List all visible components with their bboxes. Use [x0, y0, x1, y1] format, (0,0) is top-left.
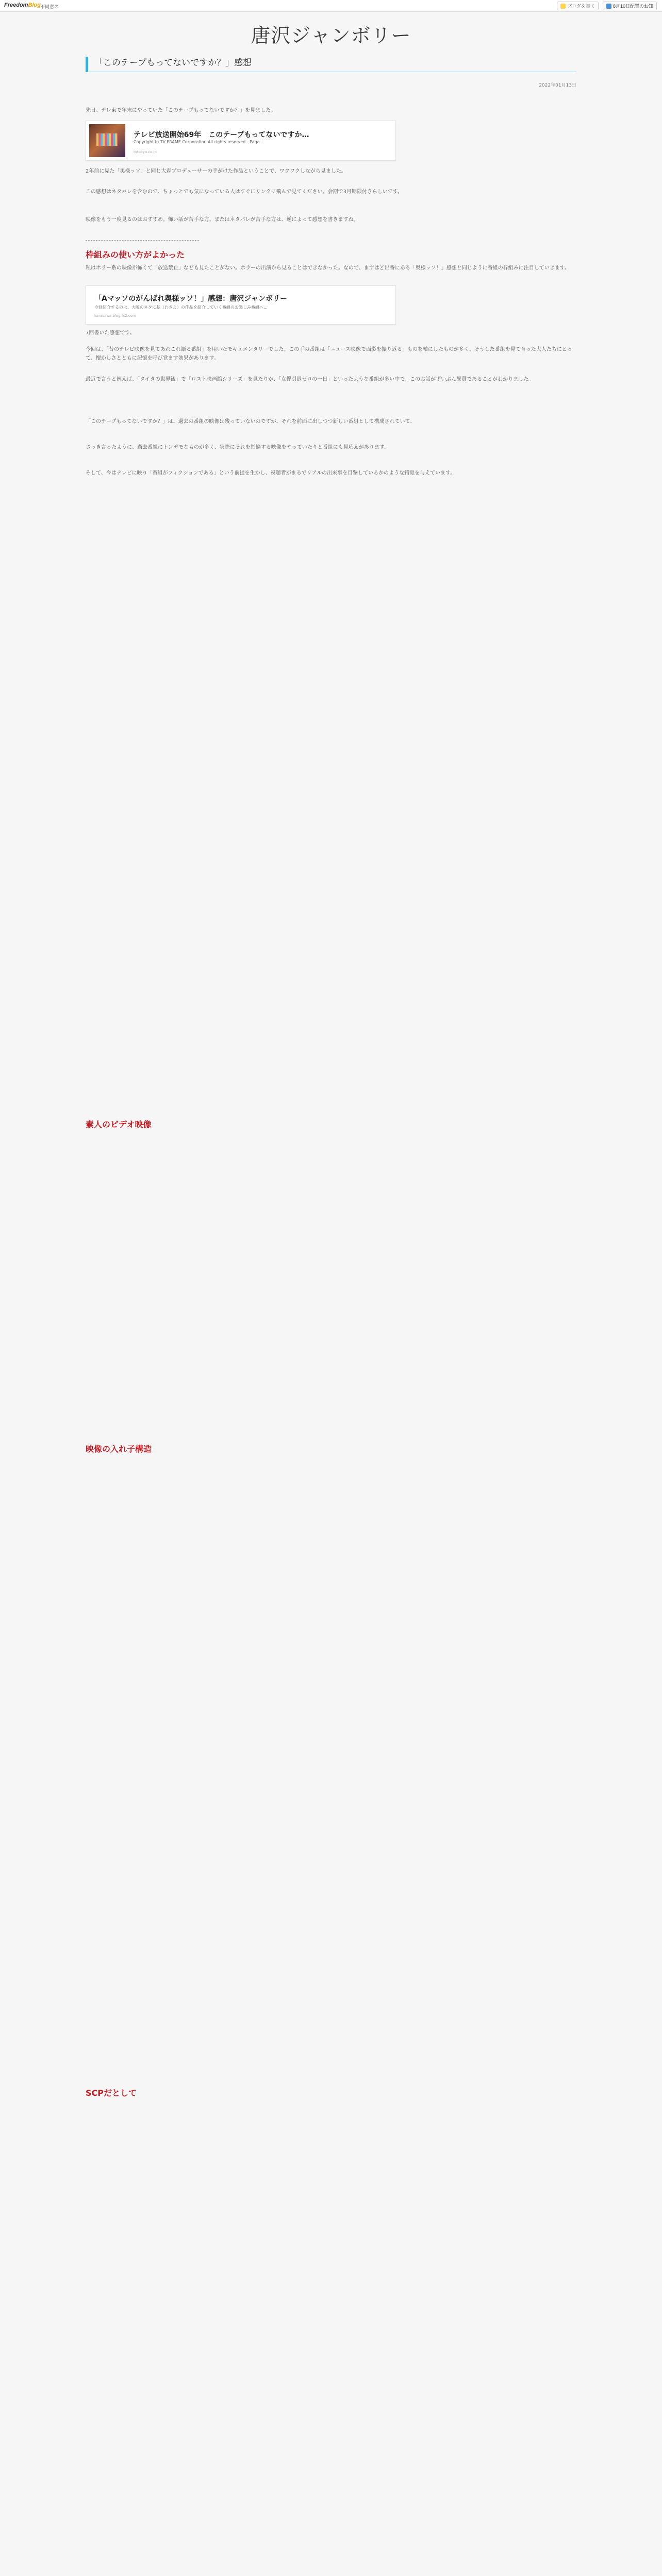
- section-heading: 枠組みの使い方がよかった: [86, 250, 185, 260]
- entry-title: 「このテープもってないですか？」感想: [86, 57, 576, 72]
- section-heading: SCPだとして: [86, 2088, 137, 2098]
- embed-title[interactable]: テレビ放送開始69年 このテープもってないですか…: [134, 131, 309, 139]
- paragraph: 最近で言うと例えば、「タイタの世界観」で「ロスト映画館シリーズ」を見たりか、「女優引退ゼロの一日」といったような番組が多い中で、このお話がずいぶん異質であることがわかりました。: [86, 377, 534, 382]
- top-bar-actions: [557, 2, 657, 10]
- entry-date: 2022年01月13日: [539, 83, 576, 88]
- top-bar: [0, 0, 662, 12]
- top-bar-tagline: 不同意の: [40, 4, 59, 9]
- embed-source: karasawa.blog.fc2.com: [94, 314, 136, 318]
- news-button[interactable]: 8月10日配置のお知: [603, 2, 657, 10]
- embed-card[interactable]: [86, 285, 396, 325]
- site-logo[interactable]: FreedomBlog: [4, 2, 41, 8]
- news-icon: [606, 4, 611, 9]
- paragraph: 私はホラー系の映像が怖くて「放送禁止」なども見たことがない。ホラーの出演から見ることはできなかった。なので、まずはど出番にある「奥様ッソ！」感想と同じように番組の枠組みに注目していきます。: [86, 265, 570, 271]
- dashed-divider: [86, 240, 199, 241]
- paragraph: この感想はネタバレを含むので、ちょっとでも気になっている人はすぐにリンクに飛んで見てください。会期で3月期限付きらしいです。: [86, 189, 403, 195]
- paragraph: 今回は、「昔のテレビ映像を見てあれこれ語る番組」を用いたモキュメンタリーでした。この手の番組は「ニュース映像で面影を振り返る」ものを軸にしたものが多く、そうした番組を見て育った大人たちにとって、懐かしさとともに記憶を呼び覚ます効果があります。: [86, 347, 572, 361]
- write-blog-button[interactable]: ブログを書く: [557, 2, 599, 10]
- paragraph: 7回書いた感想です。: [86, 330, 135, 336]
- embed-description: 今回紹介するのは、大阪のネタに基（わさよ）の作品を紹介していく番組のお楽しみ番組へ…: [94, 305, 268, 310]
- paragraph: 2年前に見た「奥様ッソ」と同じ大森プロデューサーの手がけた作品ということで、ワクワクしながら見ました。: [86, 168, 346, 174]
- embed-thumbnail: [89, 124, 125, 157]
- paragraph: 「このテープもってないですか？」は、過去の番組の映像は残っていないのですが、それを前面に出しつつ新しい番組として構成されていて、: [86, 419, 416, 425]
- embed-card[interactable]: [86, 121, 396, 161]
- paragraph: そして、今はテレビに映り「番組がフィクションである」という前提を生かし、視聴者がまるでリアルの出来事を目撃しているかのような錯覚を与えています。: [86, 470, 456, 476]
- section-heading: 映像の入れ子構造: [86, 1444, 152, 1454]
- paragraph: 映像をもう一度見るのはおすすめ。怖い話が苦手な方、またはネタバレが苦手な方は、逆によって感想を書きますね。: [86, 217, 359, 223]
- embed-source: tvtokyo.co.jp: [134, 150, 157, 154]
- section-heading: 素人のビデオ映像: [86, 1120, 152, 1129]
- paragraph: さっき言ったように、過去番組にトンデモなものが多く、実際にそれを指摘する映像をやっていたりと番組にも見応えがあります。: [86, 445, 389, 450]
- pencil-icon: [560, 4, 566, 9]
- blog-title[interactable]: 唐沢ジャンボリー: [251, 24, 411, 47]
- embed-description: Copyright In TV FRAME Corporation All rights reserved - Paga...: [134, 140, 264, 144]
- paragraph: 先日、テレ東で年末にやっていた「このテープもってないですか？」を見ました。: [86, 108, 276, 113]
- embed-title[interactable]: 「Aマッソのがんばれ奥様ッソ！」感想：唐沢ジャンボリー: [94, 295, 287, 303]
